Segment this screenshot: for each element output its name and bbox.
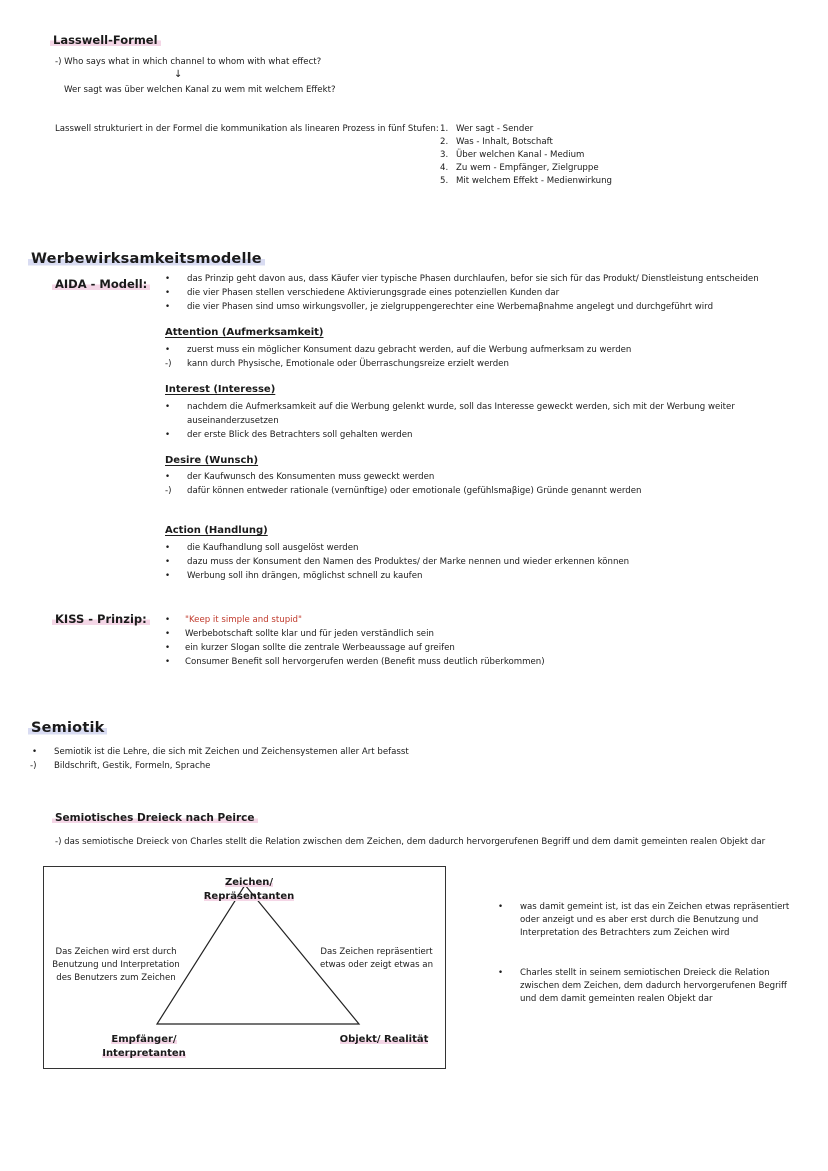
list-item: • Werbung soll ihn drängen, möglichst schnell zu kaufen bbox=[165, 571, 423, 581]
list-item: 3. Über welchen Kanal - Medium bbox=[440, 150, 585, 160]
aida-label: AIDA - Modell: bbox=[52, 277, 150, 291]
list-item: • die vier Phasen sind umso wirkungsvoller, je zielgruppengerechter eine Werbemaβnahme angelegt und durchgeführt wird bbox=[165, 302, 714, 312]
dreieck-title: Semiotisches Dreieck nach Peirce bbox=[52, 812, 258, 824]
attention-items bbox=[165, 344, 631, 371]
list-item: -) dafür können entweder rationale (vernünftige) oder emotionale (gefühlsmaβige) Gründe genannt werden bbox=[165, 486, 642, 496]
attention-title: Attention (Aufmerksamkeit) bbox=[165, 327, 324, 338]
list-item: • Werbebotschaft sollte klar und für jeden verständlich sein bbox=[165, 629, 434, 639]
semiotik-lines bbox=[30, 746, 409, 773]
side-note-2: • Charles stellt in seinem semiotischen Dreieck die Relation zwischen dem Zeichen, dem dadurch hervorgerufenen Begriff und dem damit gemeinten realen Objekt dar bbox=[498, 968, 787, 1004]
list-item: • das Prinzip geht davon aus, dass Käufer vier typische Phasen durchlaufen, befor sie sich für das Produkt/ Dienstleistung entscheiden bbox=[165, 274, 759, 284]
list-item: • Consumer Benefit soll hervorgerufen werden (Benefit muss deutlich rüberkommen) bbox=[165, 657, 545, 667]
list-item: auseinanderzusetzen bbox=[187, 416, 279, 426]
lasswell-steps bbox=[440, 123, 612, 188]
semiotik-title: Semiotik bbox=[28, 720, 107, 736]
dreieck-description: -) das semiotische Dreieck von Charles stellt die Relation zwischen dem Zeichen, dem dadurch hervorgerufenen Begriff und dem damit gemeinten realen Objekt dar bbox=[55, 837, 766, 847]
werbe-title: Werbewirksamkeitsmodelle bbox=[28, 251, 265, 267]
list-item: • Semiotik ist die Lehre, die sich mit Zeichen und Zeichensystemen aller Art befasst bbox=[32, 747, 409, 757]
list-item: • der Kaufwunsch des Konsumenten muss geweckt werden bbox=[165, 472, 435, 482]
list-item: • "Keep it simple and stupid" bbox=[165, 615, 302, 625]
list-item: 1. Wer sagt - Sender bbox=[440, 124, 534, 134]
semiotic-triangle-diagram bbox=[43, 866, 446, 1069]
list-item: • nachdem die Aufmerksamkeit auf die Werbung gelenkt wurde, soll das Interesse geweckt werden, sich mit der Werbung weiter bbox=[165, 402, 735, 412]
list-item: 4. Zu wem - Empfänger, Zielgruppe bbox=[440, 163, 599, 173]
list-item: • dazu muss der Konsument den Namen des Produktes/ der Marke nennen und wieder erkennen können bbox=[165, 557, 630, 567]
list-item: • die Kaufhandlung soll ausgelöst werden bbox=[165, 543, 359, 553]
side-note-1: • was damit gemeint ist, ist das ein Zeichen etwas repräsentiert oder anzeigt und es aber erst durch die Benutzung und Interpretation des Betrachters zum Zeichen wird bbox=[498, 902, 790, 938]
arrow-down-icon: ↓ bbox=[174, 69, 183, 80]
action-items bbox=[165, 542, 629, 583]
lasswell-formula-en: -) Who says what in which channel to whom with what effect? bbox=[55, 57, 322, 67]
label-objekt: Objekt/ Realität bbox=[339, 1034, 429, 1045]
lasswell-description: Lasswell strukturiert in der Formel die kommunikation als linearen Prozess in fünf Stufen: bbox=[55, 124, 439, 134]
list-item: • die vier Phasen stellen verschiedene Aktivierungsgrade eines potenziellen Kunden dar bbox=[165, 288, 560, 298]
list-item: -) kann durch Physische, Emotionale oder Überraschungsreize erzielt werden bbox=[165, 359, 509, 369]
list-item: • der erste Blick des Betrachters soll gehalten werden bbox=[165, 430, 413, 440]
aida-points bbox=[165, 273, 759, 314]
list-item: 5. Mit welchem Effekt - Medienwirkung bbox=[440, 176, 613, 186]
list-item: 2. Was - Inhalt, Botschaft bbox=[440, 137, 553, 147]
list-item: • zuerst muss ein möglicher Konsument dazu gebracht werden, auf die Werbung aufmerksam zu werden bbox=[165, 345, 632, 355]
desire-items bbox=[165, 471, 641, 498]
kiss-label: KISS - Prinzip: bbox=[52, 612, 150, 626]
action-title: Action (Handlung) bbox=[165, 525, 268, 536]
lasswell-title: Lasswell-Formel bbox=[50, 33, 161, 47]
interest-items bbox=[165, 401, 735, 442]
kiss-points bbox=[165, 614, 545, 669]
list-item: • ein kurzer Slogan sollte die zentrale Werbeaussage auf greifen bbox=[165, 643, 455, 653]
label-left-edge: Das Zeichen wird erst durch Benutzung und Interpretation des Benutzers zum Zeichen bbox=[52, 947, 180, 983]
desire-title: Desire (Wunsch) bbox=[165, 455, 259, 466]
label-empfaenger: Empfänger/ Interpretanten bbox=[102, 1034, 186, 1059]
label-right-edge: Das Zeichen repräsentiert etwas oder zeigt etwas an bbox=[319, 947, 434, 970]
label-zeichen: Zeichen/ Repräsentanten bbox=[203, 877, 295, 902]
list-item: -) Bildschrift, Gestik, Formeln, Sprache bbox=[30, 761, 211, 771]
lasswell-formula-de: Wer sagt was über welchen Kanal zu wem mit welchem Effekt? bbox=[64, 85, 336, 95]
interest-title: Interest (Interesse) bbox=[165, 384, 276, 395]
